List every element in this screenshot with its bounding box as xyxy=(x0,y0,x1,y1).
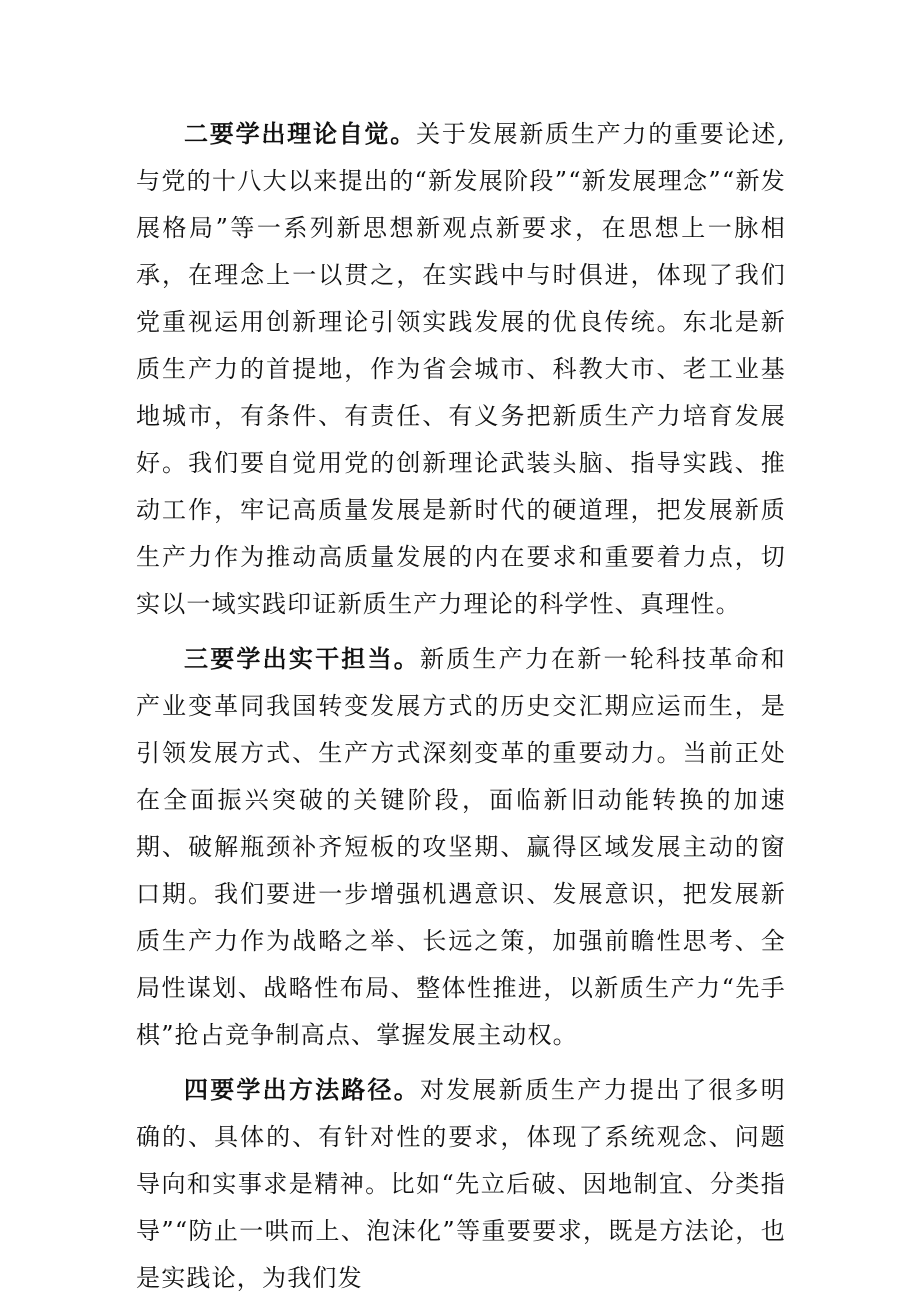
paragraph-heading: 四要学出方法路径。 xyxy=(184,1075,420,1104)
paragraph-practical-responsibility xyxy=(136,635,786,1059)
paragraph-text: 新质生产力在新一轮科技革命和产业变革同我国转变发展方式的历史交汇期应运而生，是引领发展方式、生产方式深刻变革的重要动力。当前正处在全面振兴突破的关键阶段，面临新旧动能转换的加速期、破解瓶颈补齐短板的攻坚期、赢得区域发展主动的窗口期。我们要进一步增强机遇意识、发展意识，把发展新质生产力作为战略之举、长远之策，加强前瞻性思考、全局性谋划、战略性布局、整体性推进，以新质生产力“先手棋”抢占竞争制高点、掌握发展主动权。 xyxy=(136,645,786,1049)
paragraph-heading: 二要学出理论自觉。 xyxy=(184,119,417,148)
paragraph-theory-consciousness xyxy=(136,110,786,628)
paragraph-method-path xyxy=(136,1066,786,1302)
document-body xyxy=(136,110,786,1309)
paragraph-text: 对发展新质生产力提出了很多明确的、具体的、有针对性的要求，体现了系统观念、问题导向和实事求是精神。比如“先立后破、因地制宜、分类指导”“防止一哄而上、泡沫化”等重要要求，既是方法论，也是实践论，为我们发 xyxy=(136,1076,786,1292)
paragraph-text: 关于发展新质生产力的重要论述,与党的十八大以来提出的“新发展阶段”“新发展理念”“新发展格局”等一系列新思想新观点新要求，在思想上一脉相承，在理念上一以贯之，在实践中与时俱进，体现了我们党重视运用创新理论引领实践发展的优良传统。东北是新质生产力的首提地，作为省会城市、科教大市、老工业基地城市，有条件、有责任、有义务把新质生产力培育发展好。我们要自觉用党的创新理论武装头脑、指导实践、推动工作，牢记高质量发展是新时代的硬道理，把发展新质生产力作为推动高质量发展的内在要求和重要着力点，切实以一域实践印证新质生产力理论的科学性、真理性。 xyxy=(136,120,786,618)
paragraph-heading: 三要学出实干担当。 xyxy=(184,644,420,673)
